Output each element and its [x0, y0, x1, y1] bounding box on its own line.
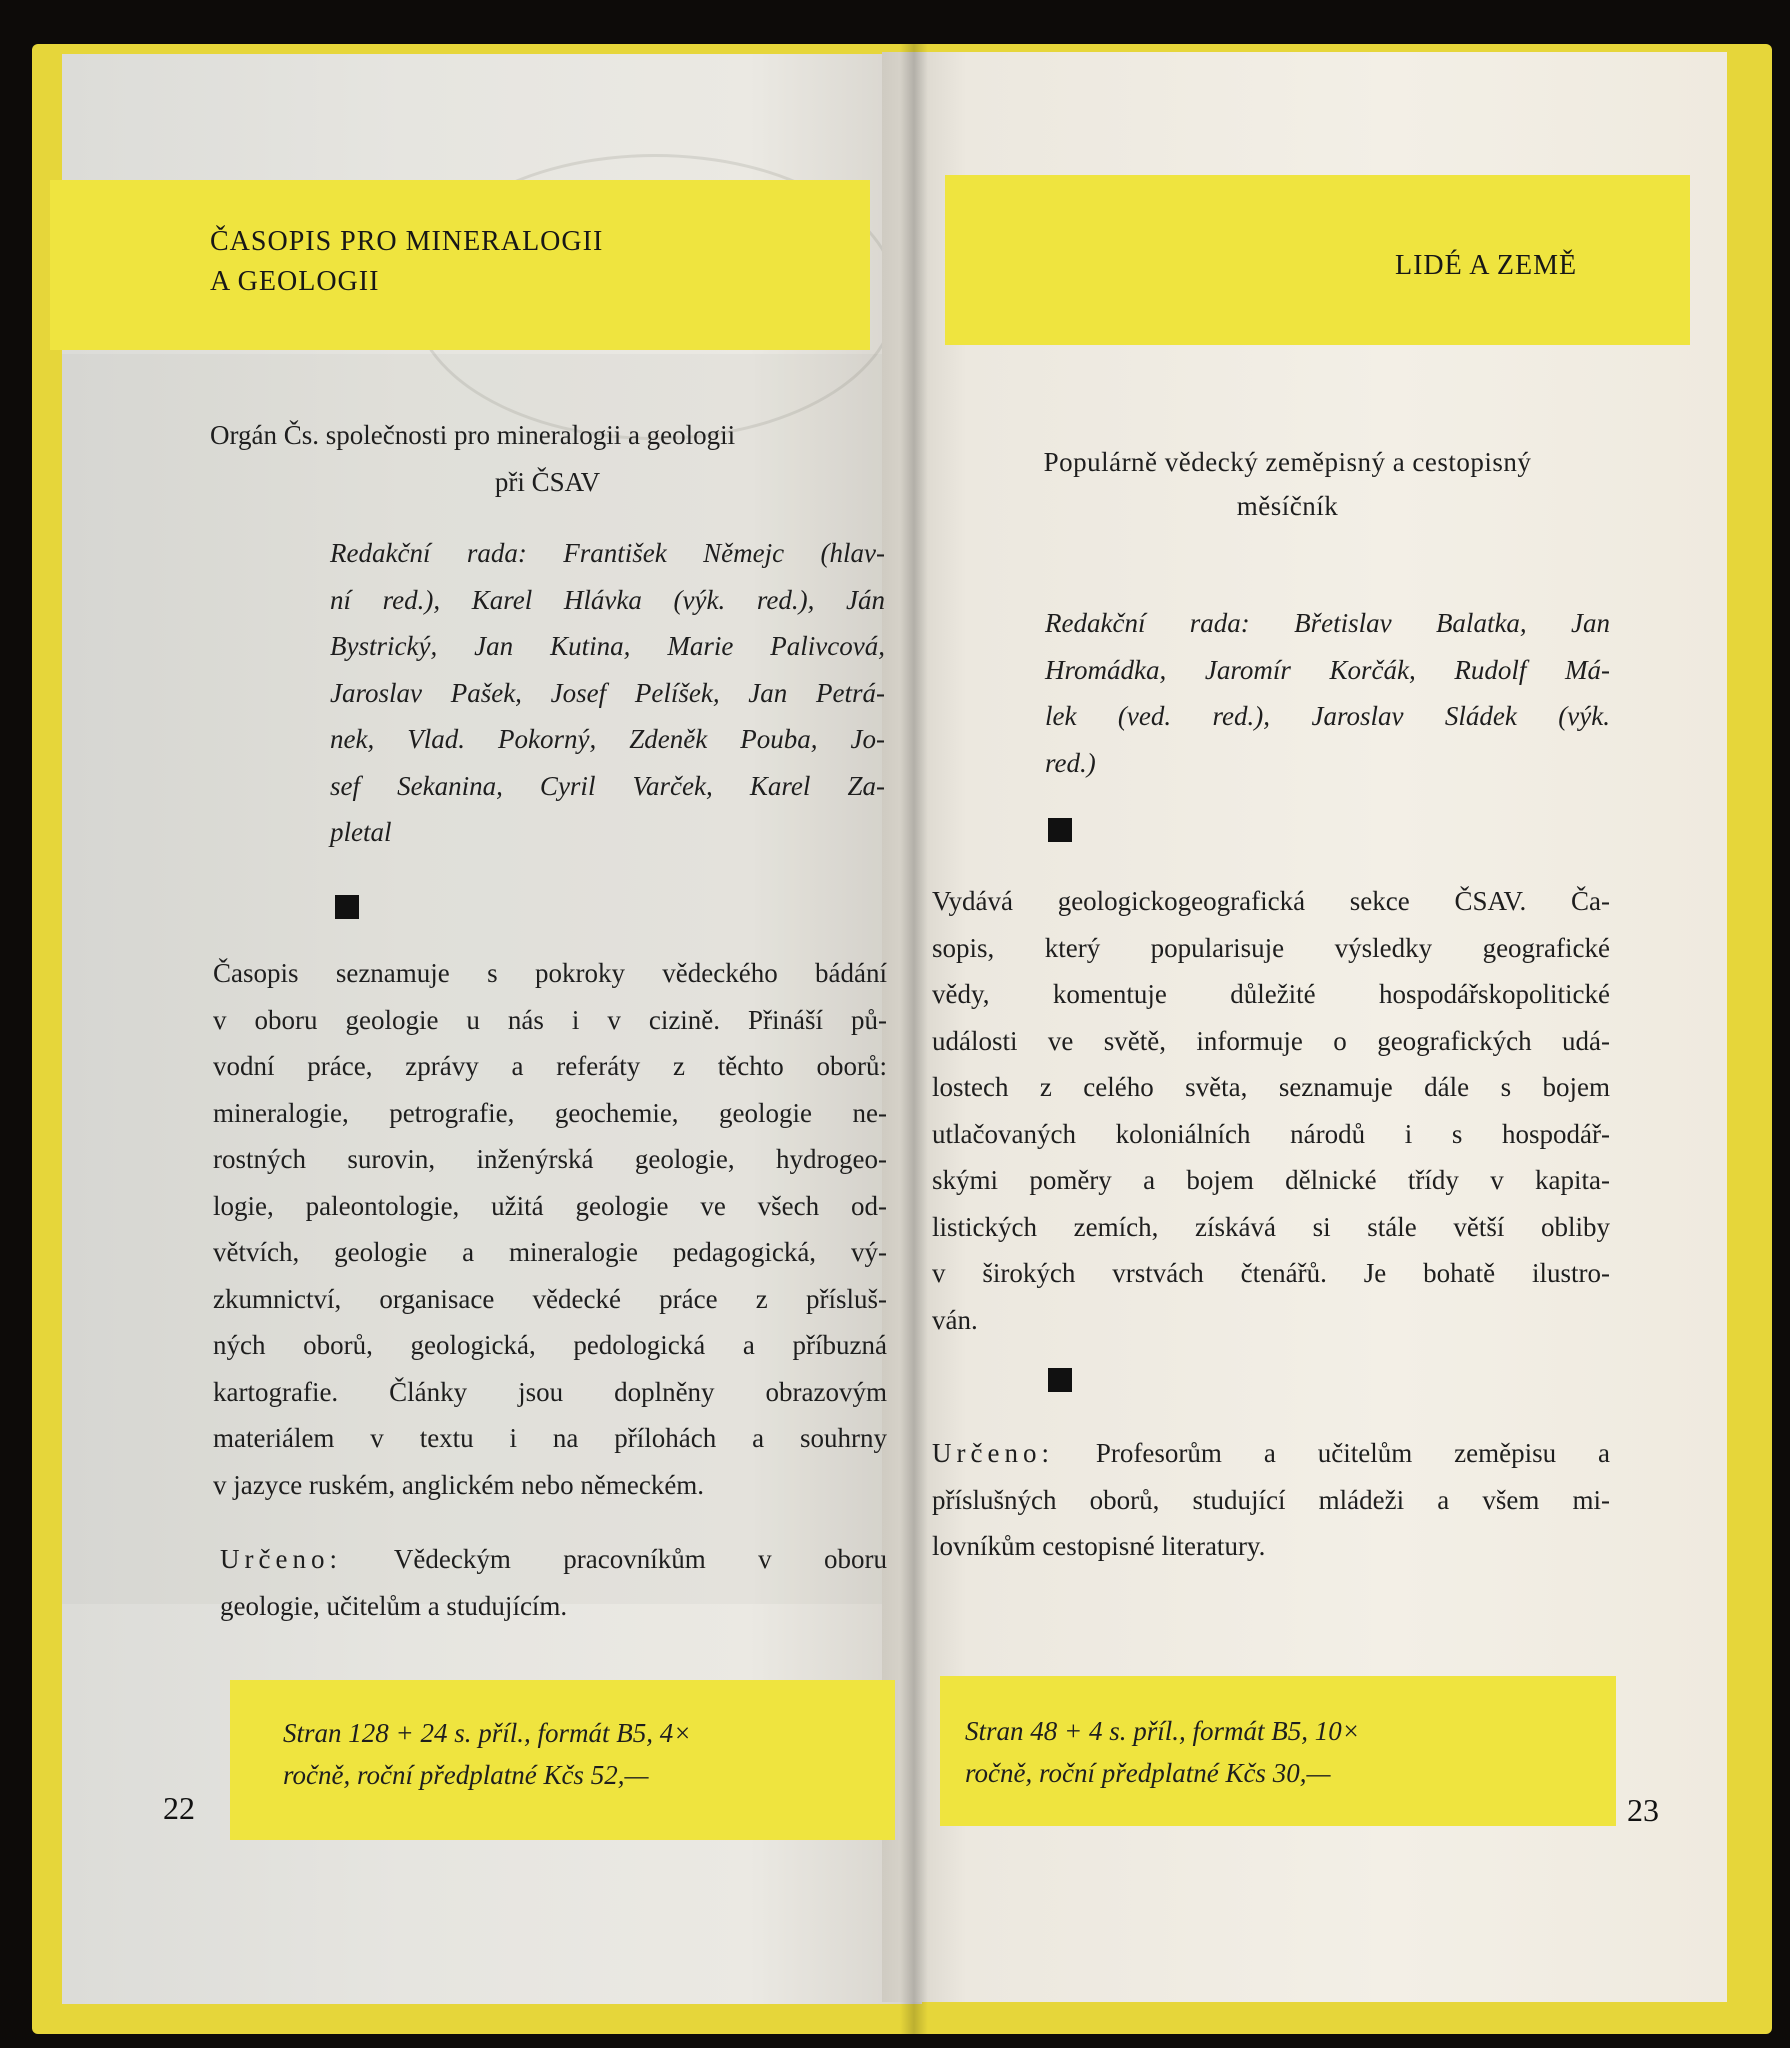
- right-intended-for: [932, 1430, 1610, 1570]
- right-board-line: red.): [1045, 747, 1096, 778]
- right-info-line2: ročně, roční předplatné Kčs 30,—: [965, 1758, 1331, 1788]
- right-urceno-line2: příslušných oborů, studující mládeži a všem mi-: [932, 1484, 1610, 1515]
- left-board-line: nek, Vlad. Pokorný, Zdeněk Pouba, Jo-: [330, 724, 885, 754]
- right-desc-line: skými poměry a bojem dělnické třídy v kapita-: [932, 1165, 1610, 1195]
- right-desc-line: ván.: [932, 1304, 978, 1335]
- right-desc-line: sopis, který popularisuje výsledky geografické: [932, 932, 1610, 963]
- book-gutter: [900, 44, 928, 2034]
- left-info-line1: Stran 128 + 24 s. příl., formát B5, 4×: [283, 1718, 692, 1748]
- right-publication-info: [965, 1710, 1525, 1794]
- left-desc-line: v jazyce ruském, anglickém nebo německém.: [213, 1469, 705, 1500]
- left-section-square: [335, 895, 359, 919]
- left-board-line: sef Sekanina, Cyril Varček, Karel Za-: [330, 770, 885, 801]
- right-desc-line: listických zemích, získává si stále větší obliby: [932, 1211, 1610, 1242]
- left-journal-title: [210, 222, 603, 302]
- right-subtitle-line2: měsíčník: [1236, 491, 1339, 521]
- left-desc-line: rostných surovin, inženýrská geologie, hydrogeo-: [213, 1144, 887, 1174]
- left-info-line2: ročně, roční předplatné Kčs 52,—: [283, 1760, 649, 1790]
- left-desc-line: zkumnictví, organisace vědecké práce z přísluš-: [213, 1283, 887, 1314]
- left-urceno-line2: geologie, učitelům a studujícím.: [220, 1590, 568, 1621]
- left-board-line: ní red.), Karel Hlávka (výk. red.), Ján: [330, 584, 885, 615]
- left-description: [213, 950, 887, 1508]
- left-title-line1: ČASOPIS PRO MINERALOGII: [210, 226, 604, 257]
- left-board-line: Jaroslav Pašek, Josef Pelíšek, Jan Petrá-: [330, 677, 885, 708]
- left-title-line2: A GEOLOGII: [210, 266, 380, 297]
- right-urceno-line3: lovníkům cestopisné literatury.: [932, 1531, 1266, 1561]
- right-subtitle-line1: Populárně vědecký zeměpisný a cestopisný: [1043, 447, 1532, 477]
- left-desc-line: ných oborů, geologická, pedologická a příbuzná: [213, 1330, 887, 1360]
- right-desc-line: v širokých vrstvách čtenářů. Je bohatě ilustro-: [932, 1258, 1610, 1288]
- right-page-number: 23: [1627, 1792, 1659, 1828]
- left-publication-info: [283, 1712, 843, 1796]
- right-desc-line: utlačovaných koloniálních národů i s hospodář-: [932, 1118, 1610, 1149]
- left-desc-line: v oboru geologie u nás i v cizině. Přináší pů-: [213, 1004, 887, 1035]
- left-urceno-label: Určeno:: [220, 1544, 342, 1574]
- right-board-line: lek (ved. red.), Jaroslav Sládek (výk.: [1045, 701, 1610, 731]
- left-board-line: pletal: [330, 817, 392, 847]
- left-organ-line2: při ČSAV: [494, 466, 601, 497]
- left-board-line: Redakční rada: František Němejc (hlav-: [330, 538, 885, 568]
- right-desc-line: lostech z celého světa, seznamuje dále s bojem: [932, 1072, 1610, 1102]
- left-page-number: 22: [163, 1790, 195, 1826]
- right-desc-line: vědy, komentuje důležité hospodářskopolitické: [932, 979, 1610, 1009]
- right-board-line: Hromádka, Jaromír Korčák, Rudolf Má-: [1045, 654, 1610, 685]
- left-organ-line1: Orgán Čs. společnosti pro mineralogii a geologii: [210, 420, 736, 450]
- left-urceno-first-line: [220, 1536, 887, 1583]
- left-desc-line: Časopis seznamuje s pokroky vědeckého bádání: [213, 958, 887, 988]
- left-desc-line: vodní práce, zprávy a referáty z těchto oborů:: [213, 1051, 887, 1081]
- right-editorial-board: [1045, 600, 1610, 786]
- left-desc-line: materiálem v textu i na přílohách a souhrny: [213, 1423, 887, 1453]
- right-title-band: [945, 175, 1690, 345]
- right-board-line: Redakční rada: Břetislav Balatka, Jan: [1045, 608, 1610, 638]
- right-description: [932, 878, 1610, 1343]
- right-desc-line: Vydává geologickogeografická sekce ČSAV. Ča-: [932, 886, 1610, 916]
- right-section-square-1: [1048, 818, 1072, 842]
- right-section-square-2: [1048, 1368, 1072, 1392]
- left-board-line: Bystrický, Jan Kutina, Marie Palivcová,: [330, 631, 885, 661]
- left-editorial-board: [330, 530, 885, 856]
- left-desc-line: kartografie. Články jsou doplněny obrazovým: [213, 1376, 887, 1407]
- right-journal-title: LIDÉ A ZEMĚ: [1395, 250, 1578, 281]
- right-subtitle: [955, 440, 1620, 528]
- right-desc-line: události ve světě, informuje o geografických udá-: [932, 1025, 1610, 1056]
- right-urceno-label: Určeno:: [932, 1438, 1054, 1468]
- left-urceno-line1: Vědeckým pracovníkům v oboru: [393, 1544, 888, 1574]
- right-urceno-line1: Profesorům a učitelům zeměpisu a: [1095, 1438, 1611, 1468]
- left-desc-line: logie, paleontologie, užitá geologie ve všech od-: [213, 1190, 887, 1221]
- left-organ-statement: [210, 412, 885, 505]
- right-urceno-first-line: [932, 1430, 1610, 1477]
- right-info-line1: Stran 48 + 4 s. příl., formát B5, 10×: [965, 1716, 1360, 1746]
- left-desc-line: větvích, geologie a mineralogie pedagogická, vý-: [213, 1237, 887, 1267]
- left-intended-for: [220, 1536, 887, 1629]
- left-desc-line: mineralogie, petrografie, geochemie, geologie ne-: [213, 1097, 887, 1128]
